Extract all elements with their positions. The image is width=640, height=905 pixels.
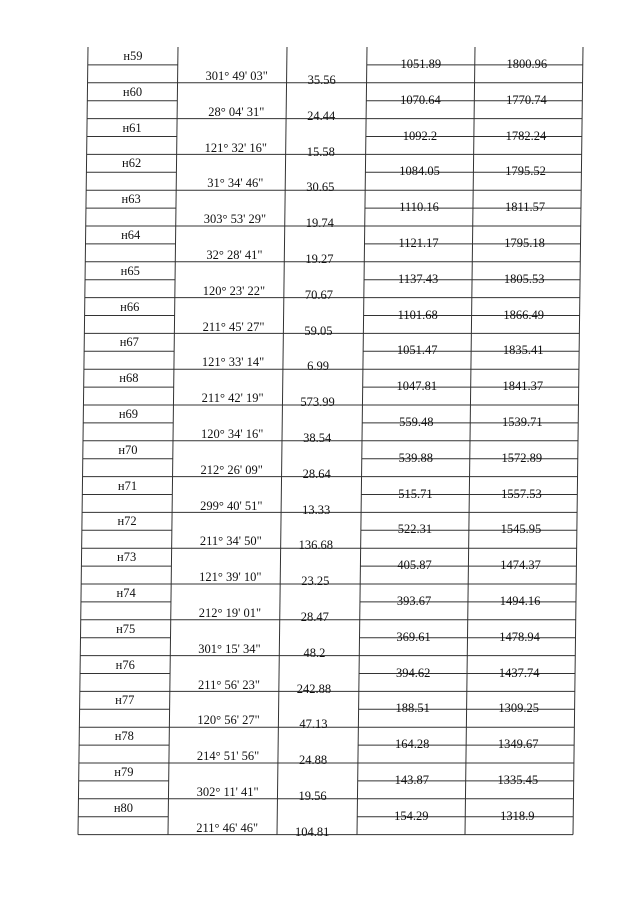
point-y: 1318.9 [500, 808, 535, 823]
point-y: 1557.53 [501, 486, 542, 501]
segment-distance: 24.88 [298, 753, 328, 768]
point-name: н76 [115, 657, 135, 672]
segment-angle: 211° 42' 19" [201, 391, 264, 406]
segment-angle: 211° 46' 46" [196, 820, 259, 835]
segment-angle: 31° 34' 46" [207, 176, 264, 191]
segment-angle: 299° 40' 51" [200, 498, 263, 513]
point-x: 539.88 [398, 450, 434, 465]
segment-angle: 121° 32' 16" [204, 140, 267, 155]
segment-distance: 59.05 [304, 323, 333, 338]
segment-angle: 121° 33' 14" [201, 355, 265, 370]
segment-distance: 28.47 [300, 609, 329, 624]
point-x: 522.31 [397, 522, 433, 537]
point-x: 1070.64 [400, 92, 441, 107]
segment-distance: 19.56 [298, 788, 327, 803]
point-y: 1572.89 [501, 450, 543, 465]
point-name: н69 [118, 407, 139, 421]
point-y: 1782.24 [505, 128, 547, 143]
point-name: н72 [117, 514, 137, 529]
segment-angle: 214° 51' 56" [196, 749, 260, 764]
point-y: 1349.67 [497, 737, 539, 752]
point-name: н66 [120, 299, 140, 314]
segment-angle: 212° 19' 01" [198, 605, 262, 620]
point-y: 1478.94 [499, 629, 540, 644]
point-name: н62 [122, 156, 142, 171]
segment-distance: 242.88 [296, 681, 332, 696]
point-x: 1047.81 [396, 379, 438, 394]
point-y: 1811.57 [504, 200, 546, 215]
point-x: 369.61 [396, 629, 431, 644]
point-x: 559.48 [399, 415, 434, 429]
point-name: н74 [116, 586, 136, 600]
point-name: н80 [113, 800, 134, 815]
point-x: 1051.47 [396, 343, 438, 358]
segment-angle: 212° 26' 09" [200, 462, 263, 477]
segment-distance: 30.65 [306, 180, 335, 195]
point-name: н77 [115, 693, 135, 708]
segment-distance: 136.68 [298, 538, 333, 553]
segment-distance: 28.64 [302, 466, 331, 481]
point-name: н71 [117, 478, 138, 493]
segment-angle: 120° 56' 27" [197, 713, 260, 728]
segment-angle: 120° 23' 22" [202, 283, 266, 298]
segment-distance: 13.33 [302, 502, 331, 517]
point-name: н63 [121, 192, 141, 207]
segment-distance: 38.54 [303, 430, 332, 445]
segment-distance: 70.67 [304, 287, 333, 302]
point-x: 405.87 [397, 558, 432, 573]
point-y: 1545.95 [500, 522, 542, 537]
point-x: 1051.89 [400, 57, 442, 71]
point-x: 188.51 [395, 701, 430, 716]
point-x: 154.29 [394, 808, 429, 823]
segment-angle: 302° 11' 41" [196, 784, 259, 799]
segment-distance: 23.25 [301, 574, 330, 589]
segment-distance: 19.74 [305, 216, 334, 231]
point-name: н73 [117, 550, 137, 565]
segment-distance: 48.2 [303, 645, 326, 660]
point-name: н65 [120, 263, 140, 278]
point-y: 1795.18 [504, 236, 545, 250]
segment-distance: 15.58 [306, 144, 335, 159]
segment-distance: 19.27 [305, 251, 334, 266]
point-name: н75 [116, 621, 136, 636]
point-name: н59 [123, 49, 143, 63]
segment-angle: 28° 04' 31" [208, 104, 265, 119]
point-name: н78 [114, 729, 134, 744]
point-y: 1866.49 [503, 307, 544, 322]
point-y: 1770.74 [506, 92, 547, 107]
point-x: 1137.43 [398, 271, 439, 286]
segment-distance: 104.81 [294, 824, 330, 839]
point-name: н70 [118, 442, 138, 457]
point-x: 394.62 [395, 665, 431, 680]
segment-distance: 6.99 [307, 359, 329, 374]
point-y: 1335.45 [497, 773, 539, 787]
segment-angle: 301° 15' 34" [198, 641, 261, 656]
point-y: 1539.71 [502, 415, 543, 429]
point-y: 1494.16 [499, 594, 541, 608]
segment-angle: 303° 53' 29" [203, 212, 267, 227]
point-y: 1309.25 [498, 701, 539, 716]
segment-angle: 211° 45' 27" [202, 319, 265, 334]
segment-angle: 211° 34' 50" [199, 534, 262, 549]
point-y: 1805.53 [503, 271, 545, 286]
point-y: 1795.52 [505, 164, 546, 179]
segment-angle: 301° 49' 03" [205, 68, 268, 83]
point-y: 1474.37 [500, 558, 541, 573]
point-x: 1101.68 [397, 307, 438, 322]
point-name: н64 [121, 228, 141, 242]
point-x: 515.71 [398, 486, 433, 501]
point-x: 143.87 [394, 773, 429, 787]
point-x: 164.28 [395, 737, 430, 752]
segment-distance: 47.13 [299, 717, 328, 732]
point-name: н61 [122, 120, 142, 135]
point-x: 1092.2 [402, 128, 438, 143]
point-y: 1841.37 [502, 379, 544, 394]
point-x: 1084.05 [399, 164, 440, 179]
point-name: н79 [114, 765, 134, 779]
segment-angle: 211° 56' 23" [198, 677, 260, 692]
point-name: н60 [122, 84, 143, 99]
segment-angle: 120° 34' 16" [200, 426, 264, 441]
segment-angle: 32° 28' 41" [206, 247, 263, 262]
segment-distance: 573.99 [300, 395, 335, 410]
point-x: 393.67 [396, 594, 432, 608]
segment-distance: 24.44 [307, 108, 336, 123]
point-y: 1835.41 [502, 343, 544, 358]
point-y: 1800.96 [506, 57, 548, 71]
segment-angle: 121° 39' 10" [199, 570, 262, 585]
point-x: 1121.17 [398, 236, 439, 250]
point-name: н68 [119, 371, 139, 386]
point-name: н67 [119, 335, 139, 350]
point-x: 1110.16 [399, 200, 439, 215]
segment-distance: 35.56 [307, 72, 336, 87]
point-y: 1437.74 [498, 665, 540, 680]
